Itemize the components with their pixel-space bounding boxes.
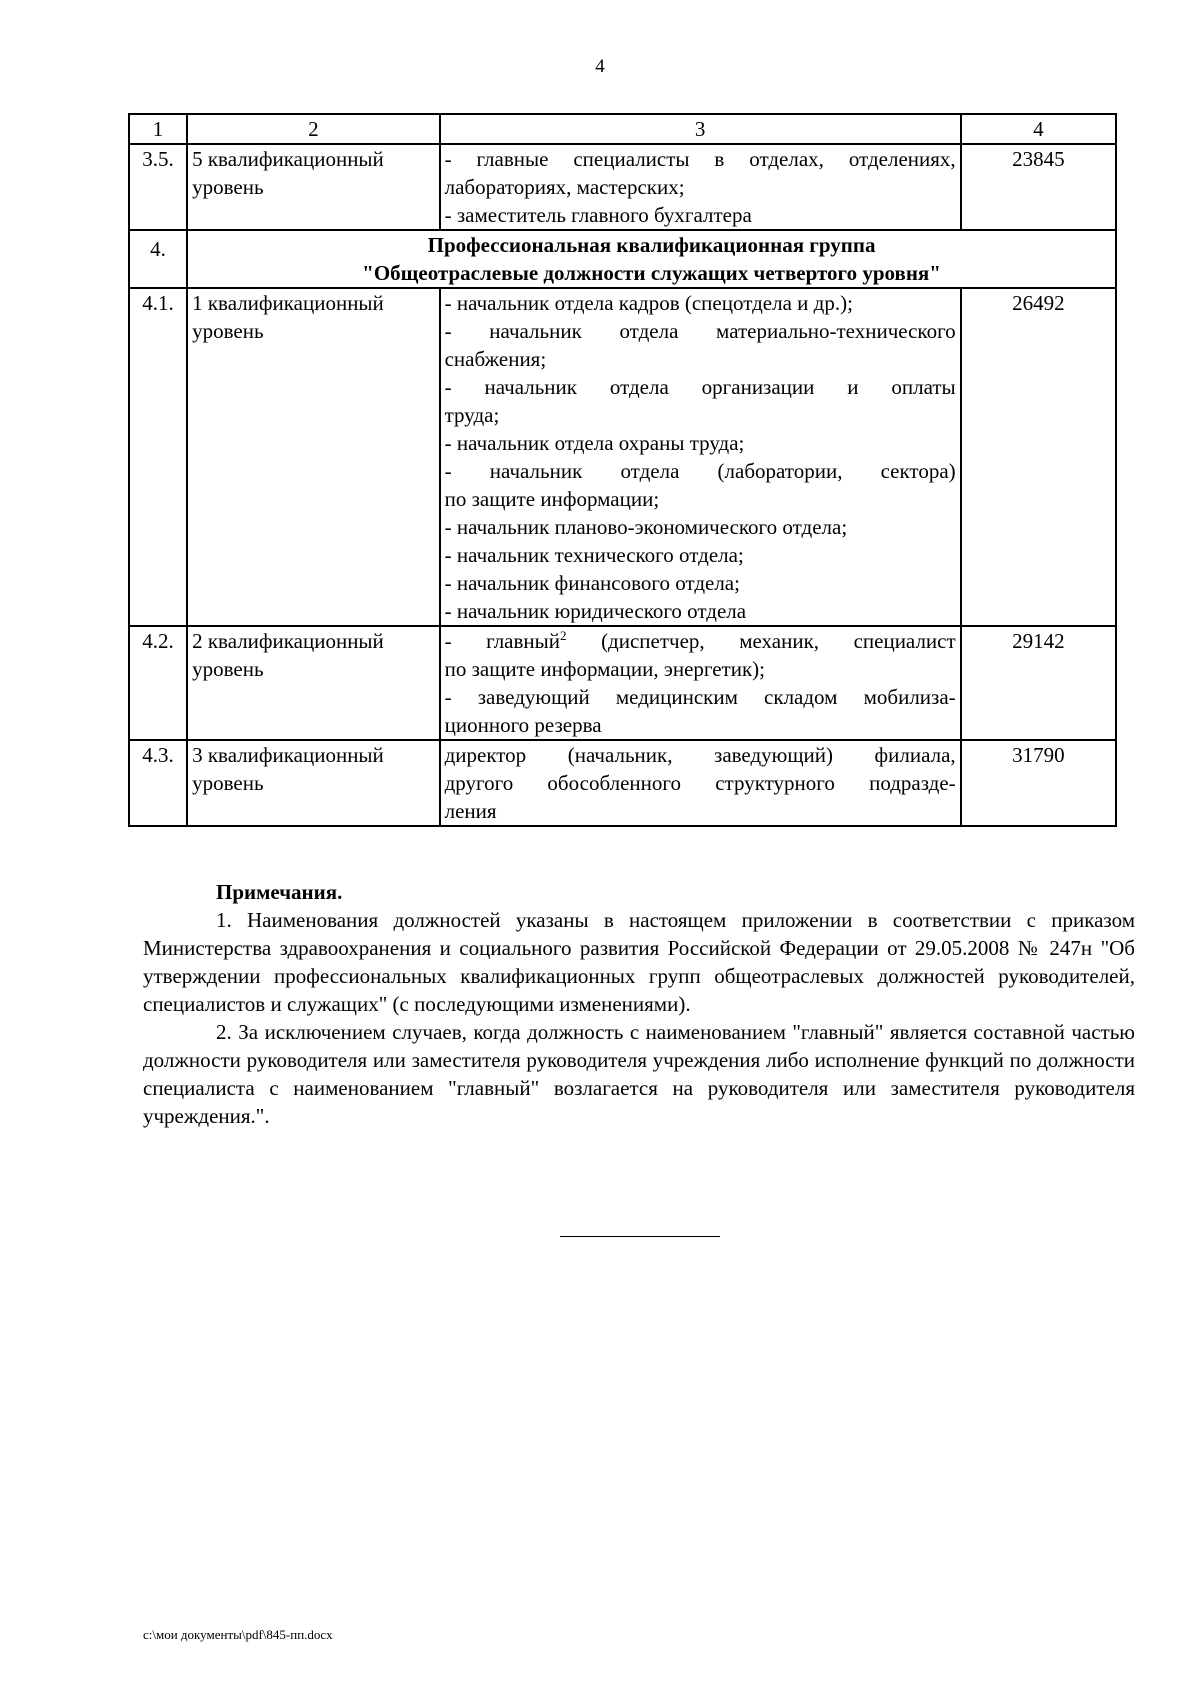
position-text: (диспетчер, механик, специалист bbox=[566, 629, 956, 653]
end-divider bbox=[560, 1236, 720, 1237]
position-line: - главные специалисты в отделах, отделениях, bbox=[444, 147, 956, 171]
position-line: по защите информации, энергетик); bbox=[444, 657, 765, 681]
table-row-3-5 bbox=[129, 144, 1116, 230]
salary: 31790 bbox=[961, 740, 1116, 826]
header-col-3: 3 bbox=[440, 114, 961, 144]
footer-file-path: c:\мои документы\pdf\845-пп.docx bbox=[143, 1627, 333, 1642]
page-number: 4 bbox=[595, 56, 605, 77]
qualification-table bbox=[128, 113, 1117, 827]
position-line: - начальник планово-экономического отдела; bbox=[444, 515, 848, 539]
position-line: - начальник отдела материально-технического bbox=[444, 319, 956, 343]
header-col-4: 4 bbox=[961, 114, 1116, 144]
level-line: 5 квалификационный bbox=[192, 147, 384, 171]
position-line: по защите информации; bbox=[444, 487, 660, 511]
qualification-level bbox=[187, 144, 440, 230]
group-title bbox=[187, 230, 1116, 288]
table-row-4-2 bbox=[129, 626, 1116, 740]
position-line: директор (начальник, заведующий) филиала, bbox=[444, 743, 956, 767]
table-row-4-3 bbox=[129, 740, 1116, 826]
qualification-level bbox=[187, 740, 440, 826]
footnote-marker: 2 bbox=[560, 628, 567, 643]
qualification-level bbox=[187, 626, 440, 740]
table-row-4-1 bbox=[129, 288, 1116, 626]
position-line: - начальник юридического отдела bbox=[444, 599, 747, 623]
header-col-2: 2 bbox=[187, 114, 440, 144]
positions-list bbox=[440, 740, 961, 826]
level-line: уровень bbox=[192, 319, 264, 343]
level-line: 3 квалификационный bbox=[192, 743, 384, 767]
positions-list bbox=[440, 288, 961, 626]
group-title-line: Профессиональная квалификационная группа bbox=[427, 233, 876, 257]
row-number: 4.3. bbox=[129, 740, 187, 826]
position-line: другого обособленного структурного подразде- bbox=[444, 771, 956, 795]
level-line: уровень bbox=[192, 657, 264, 681]
position-line: - начальник финансового отдела; bbox=[444, 571, 740, 595]
position-line: ционного резерва bbox=[444, 713, 602, 737]
level-line: уровень bbox=[192, 175, 264, 199]
notes-section bbox=[143, 878, 1135, 1130]
salary: 23845 bbox=[961, 144, 1116, 230]
position-text: - главный bbox=[444, 629, 561, 653]
group-number: 4. bbox=[129, 230, 187, 288]
level-line: 2 квалификационный bbox=[192, 629, 384, 653]
position-line bbox=[445, 627, 956, 655]
row-number: 3.5. bbox=[129, 144, 187, 230]
position-line: - заведующий медицинским складом мобилиза- bbox=[444, 685, 956, 709]
position-line: - начальник отдела охраны труда; bbox=[444, 431, 745, 455]
position-line: снабжения; bbox=[444, 347, 547, 371]
row-number: 4.1. bbox=[129, 288, 187, 626]
row-number: 4.2. bbox=[129, 626, 187, 740]
position-line: ления bbox=[444, 799, 497, 823]
position-line: - заместитель главного бухгалтера bbox=[444, 203, 752, 227]
level-line: 1 квалификационный bbox=[192, 291, 384, 315]
positions-list bbox=[440, 626, 961, 740]
salary: 26492 bbox=[961, 288, 1116, 626]
table-header-row bbox=[129, 114, 1116, 144]
salary: 29142 bbox=[961, 626, 1116, 740]
positions-list bbox=[440, 144, 961, 230]
group-title-line: "Общеотраслевые должности служащих четвертого уровня" bbox=[362, 261, 941, 285]
position-line: труда; bbox=[444, 403, 500, 427]
table-group-row-4 bbox=[129, 230, 1116, 288]
header-col-1: 1 bbox=[129, 114, 187, 144]
qualification-level bbox=[187, 288, 440, 626]
note-paragraph-1: 1. Наименования должностей указаны в настоящем приложении в соответствии с приказом Министерства здравоохранения и социального развития Российской Федерации от 29.05.2008 № 247н "Об утверждении профессиональных квалификационных групп общеотраслевых должностей руководителей, специалистов и служащих" (с последующими изменениями). bbox=[143, 908, 1135, 1016]
notes-title: Примечания. bbox=[216, 880, 343, 904]
position-line: - начальник технического отдела; bbox=[444, 543, 744, 567]
position-line: - начальник отдела кадров (спецотдела и др.); bbox=[444, 291, 853, 315]
position-line: - начальник отдела (лаборатории, сектора) bbox=[444, 459, 956, 483]
position-line: - начальник отдела организации и оплаты bbox=[444, 375, 956, 399]
note-paragraph-2: 2. За исключением случаев, когда должность с наименованием "главный" является составной частью должности руководителя или заместителя руководителя учреждения либо исполнение функций по должности специалиста с наименованием "главный" возлагается на руководителя или заместителя руководителя учреждения.". bbox=[143, 1020, 1135, 1128]
position-line: лабораториях, мастерских; bbox=[444, 175, 685, 199]
level-line: уровень bbox=[192, 771, 264, 795]
